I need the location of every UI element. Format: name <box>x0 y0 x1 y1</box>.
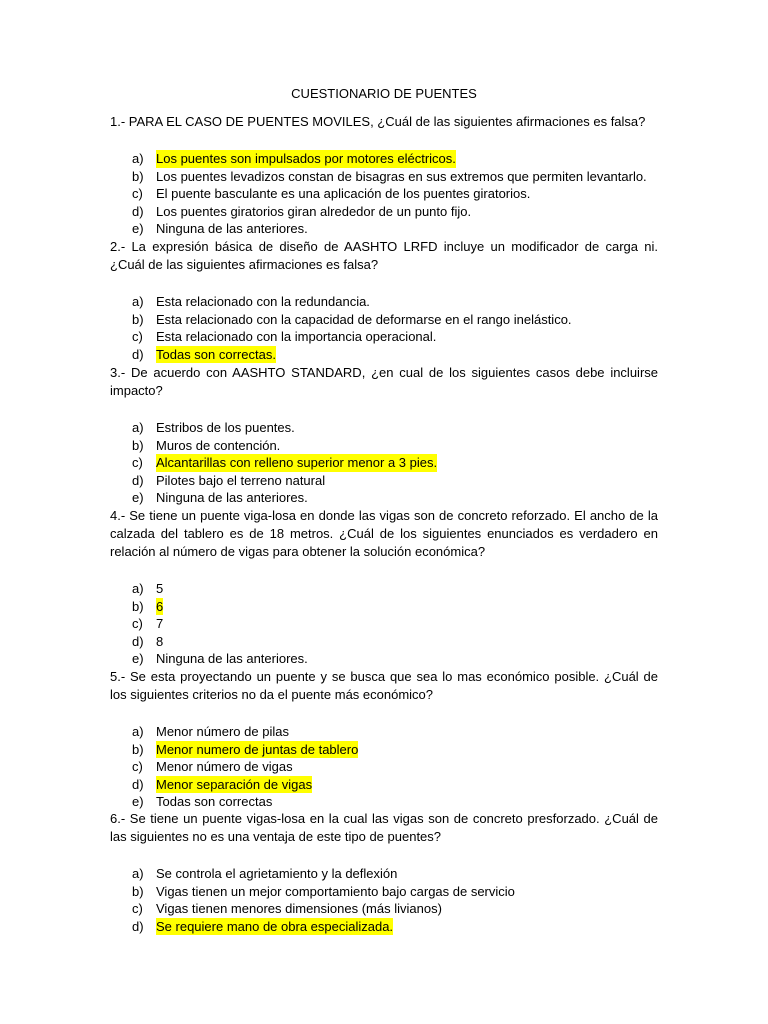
option-item <box>110 758 658 776</box>
option-text-highlighted: 6 <box>156 598 164 614</box>
option-text: Esta relacionado con la importancia operacional. <box>156 329 437 345</box>
option-list <box>110 419 658 507</box>
option-text-highlighted: Los puentes son impulsados por motores eléctricos. <box>156 151 456 166</box>
option-text: El puente basculante es una aplicación de los puentes giratorios. <box>156 186 531 202</box>
option-letter: b) <box>132 311 144 327</box>
option-item <box>110 776 658 794</box>
option-letter: d) <box>132 918 144 934</box>
option-letter: d) <box>132 346 144 362</box>
option-letter: a) <box>132 294 144 309</box>
option-item <box>110 168 658 186</box>
option-item <box>110 437 658 455</box>
option-text: Muros de contención. <box>156 437 281 453</box>
option-letter: c) <box>132 186 143 202</box>
question-2 <box>110 238 658 363</box>
question-6 <box>110 810 658 935</box>
option-text: Esta relacionado con la redundancia. <box>156 294 370 309</box>
option-item <box>110 793 658 811</box>
option-item <box>110 203 658 221</box>
option-text: 8 <box>156 633 164 649</box>
option-letter: e) <box>132 651 144 667</box>
question-text: 3.- De acuerdo con AASHTO STANDARD, ¿en cual de los siguientes casos debe incluirse impacto? <box>110 365 658 398</box>
option-text: Vigas tienen menores dimensiones (más livianos) <box>156 901 442 917</box>
option-letter: b) <box>132 598 144 614</box>
page-title: CUESTIONARIO DE PUENTES <box>291 86 477 101</box>
option-text: Los puentes giratorios giran alrededor de un punto fijo. <box>156 203 472 219</box>
option-item <box>110 598 658 616</box>
option-item <box>110 741 658 759</box>
option-item <box>110 865 658 883</box>
option-text: Pilotes bajo el terreno natural <box>156 472 326 488</box>
option-letter: c) <box>132 759 143 775</box>
option-item <box>110 900 658 918</box>
option-list <box>110 293 658 363</box>
option-text: Ninguna de las anteriores. <box>156 490 308 506</box>
option-item <box>110 489 658 507</box>
option-text: Menor número de pilas <box>156 724 289 739</box>
option-text: Se controla el agrietamiento y la deflexión <box>156 866 398 881</box>
option-letter: c) <box>132 616 143 632</box>
option-letter: a) <box>132 151 144 166</box>
option-letter: a) <box>132 420 144 435</box>
option-item <box>110 723 658 741</box>
option-text: Ninguna de las anteriores. <box>156 221 308 237</box>
option-item <box>110 150 658 168</box>
option-item <box>110 883 658 901</box>
option-letter: b) <box>132 883 144 899</box>
question-4 <box>110 507 658 668</box>
option-text: Esta relacionado con la capacidad de deformarse en el rango inelástico. <box>156 311 572 327</box>
option-list <box>110 723 658 811</box>
option-letter: e) <box>132 794 144 810</box>
option-item <box>110 419 658 437</box>
question-text: 4.- Se tiene un puente viga-losa en donde las vigas son de concreto reforzado. El ancho de la calzada del tablero es de 18 metros. ¿Cuál de los siguientes enunciados es verdadero en relación al número de vigas para obtener la solución económica? <box>110 508 658 559</box>
option-letter: d) <box>132 472 144 488</box>
question-5 <box>110 668 658 811</box>
option-item <box>110 633 658 651</box>
question-text: 6.- Se tiene un puente vigas-losa en la cual las vigas son de concreto presforzado. ¿Cuál de las siguientes no es una ventaja de este tipo de puentes? <box>110 811 658 844</box>
option-list <box>110 150 658 238</box>
option-list <box>110 580 658 668</box>
option-text-highlighted: Alcantarillas con relleno superior menor a 3 pies. <box>156 455 438 471</box>
option-item <box>110 650 658 668</box>
option-letter: d) <box>132 203 144 219</box>
option-item <box>110 220 658 238</box>
question-text: 1.- PARA EL CASO DE PUENTES MOVILES, ¿Cuál de las siguientes afirmaciones es falsa? <box>110 114 646 129</box>
option-letter: b) <box>132 437 144 453</box>
option-letter: c) <box>132 455 143 471</box>
option-text-highlighted: Todas son correctas. <box>156 346 276 362</box>
option-letter: e) <box>132 490 144 506</box>
option-letter: d) <box>132 776 144 792</box>
question-1 <box>110 113 658 238</box>
option-letter: a) <box>132 866 144 881</box>
option-text: Los puentes levadizos constan de bisagras en sus extremos que permiten levantarlo. <box>156 168 647 184</box>
option-text-highlighted: Se requiere mano de obra especializada. <box>156 918 394 934</box>
option-text: Ninguna de las anteriores. <box>156 651 308 667</box>
option-text: 7 <box>156 616 164 632</box>
option-item <box>110 293 658 311</box>
option-list <box>110 865 658 935</box>
option-letter: b) <box>132 741 144 757</box>
option-text-highlighted: Menor separación de vigas <box>156 776 313 792</box>
option-text: Estribos de los puentes. <box>156 420 295 435</box>
option-letter: a) <box>132 724 144 739</box>
option-letter: b) <box>132 168 144 184</box>
option-item <box>110 185 658 203</box>
option-letter: d) <box>132 633 144 649</box>
option-text: Vigas tienen un mejor comportamiento bajo cargas de servicio <box>156 883 515 899</box>
question-3 <box>110 364 658 507</box>
option-text: Menor número de vigas <box>156 759 293 775</box>
option-letter: e) <box>132 221 144 237</box>
option-text: Todas son correctas <box>156 794 273 810</box>
option-item <box>110 580 658 598</box>
option-item <box>110 328 658 346</box>
option-letter: c) <box>132 901 143 917</box>
option-letter: a) <box>132 581 144 596</box>
option-letter: c) <box>132 329 143 345</box>
option-text: 5 <box>156 581 164 596</box>
question-text: 5.- Se esta proyectando un puente y se busca que sea lo mas económico posible. ¿Cuál de los siguientes criterios no da el puente más económico? <box>110 669 658 702</box>
option-item <box>110 918 658 936</box>
option-text-highlighted: Menor numero de juntas de tablero <box>156 741 359 757</box>
question-text: 2.- La expresión básica de diseño de AASHTO LRFD incluye un modificador de carga ni. ¿Cuál de las siguientes afirmaciones es falsa? <box>110 239 658 272</box>
option-item <box>110 615 658 633</box>
option-item <box>110 472 658 490</box>
option-item <box>110 346 658 364</box>
option-item <box>110 454 658 472</box>
option-item <box>110 311 658 329</box>
